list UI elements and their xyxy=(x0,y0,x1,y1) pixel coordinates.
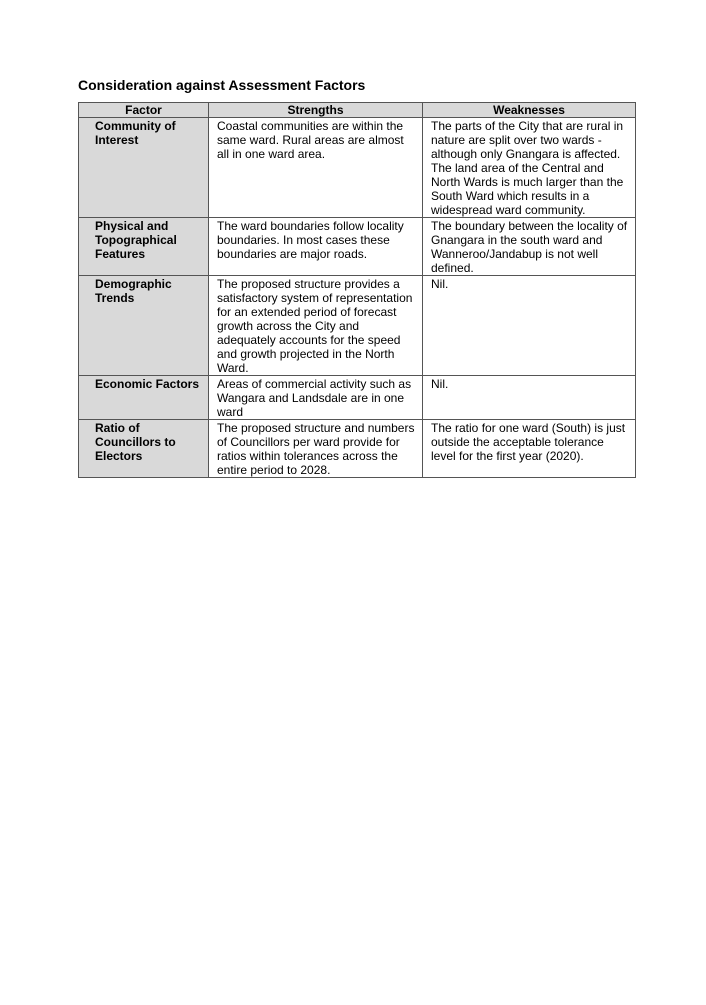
table-row xyxy=(79,118,636,218)
factor-cell: Physical and Topographical Features xyxy=(79,218,209,276)
table-row xyxy=(79,218,636,276)
column-header-weaknesses: Weaknesses xyxy=(423,103,636,118)
assessment-factors-table xyxy=(78,102,636,478)
table-row xyxy=(79,376,636,420)
weaknesses-cell: Nil. xyxy=(423,276,636,376)
factor-cell: Economic Factors xyxy=(79,376,209,420)
weaknesses-cell: The parts of the City that are rural in nature are split over two wards - although only Gnangara is affected. The land area of the Central and North Wards is much larger than the South Ward which results in a widespread ward community. xyxy=(423,118,636,218)
strengths-cell: The proposed structure and numbers of Councillors per ward provide for ratios within tolerances across the entire period to 2028. xyxy=(209,420,423,478)
table-row xyxy=(79,420,636,478)
weaknesses-cell: The ratio for one ward (South) is just outside the acceptable tolerance level for the first year (2020). xyxy=(423,420,636,478)
weaknesses-cell: Nil. xyxy=(423,376,636,420)
strengths-cell: Areas of commercial activity such as Wangara and Landsdale are in one ward xyxy=(209,376,423,420)
column-header-factor: Factor xyxy=(79,103,209,118)
table-row xyxy=(79,276,636,376)
strengths-cell: The ward boundaries follow locality boundaries. In most cases these boundaries are major roads. xyxy=(209,218,423,276)
factor-cell: Demographic Trends xyxy=(79,276,209,376)
weaknesses-cell: The boundary between the locality of Gnangara in the south ward and Wanneroo/Jandabup is not well defined. xyxy=(423,218,636,276)
table-header-row xyxy=(79,103,636,118)
page-title: Consideration against Assessment Factors xyxy=(78,77,366,93)
strengths-cell: Coastal communities are within the same ward. Rural areas are almost all in one ward area. xyxy=(209,118,423,218)
column-header-strengths: Strengths xyxy=(209,103,423,118)
strengths-cell: The proposed structure provides a satisfactory system of representation for an extended period of forecast growth across the City and adequately accounts for the speed and growth projected in the North Ward. xyxy=(209,276,423,376)
factor-cell: Community of Interest xyxy=(79,118,209,218)
factor-cell: Ratio of Councillors to Electors xyxy=(79,420,209,478)
